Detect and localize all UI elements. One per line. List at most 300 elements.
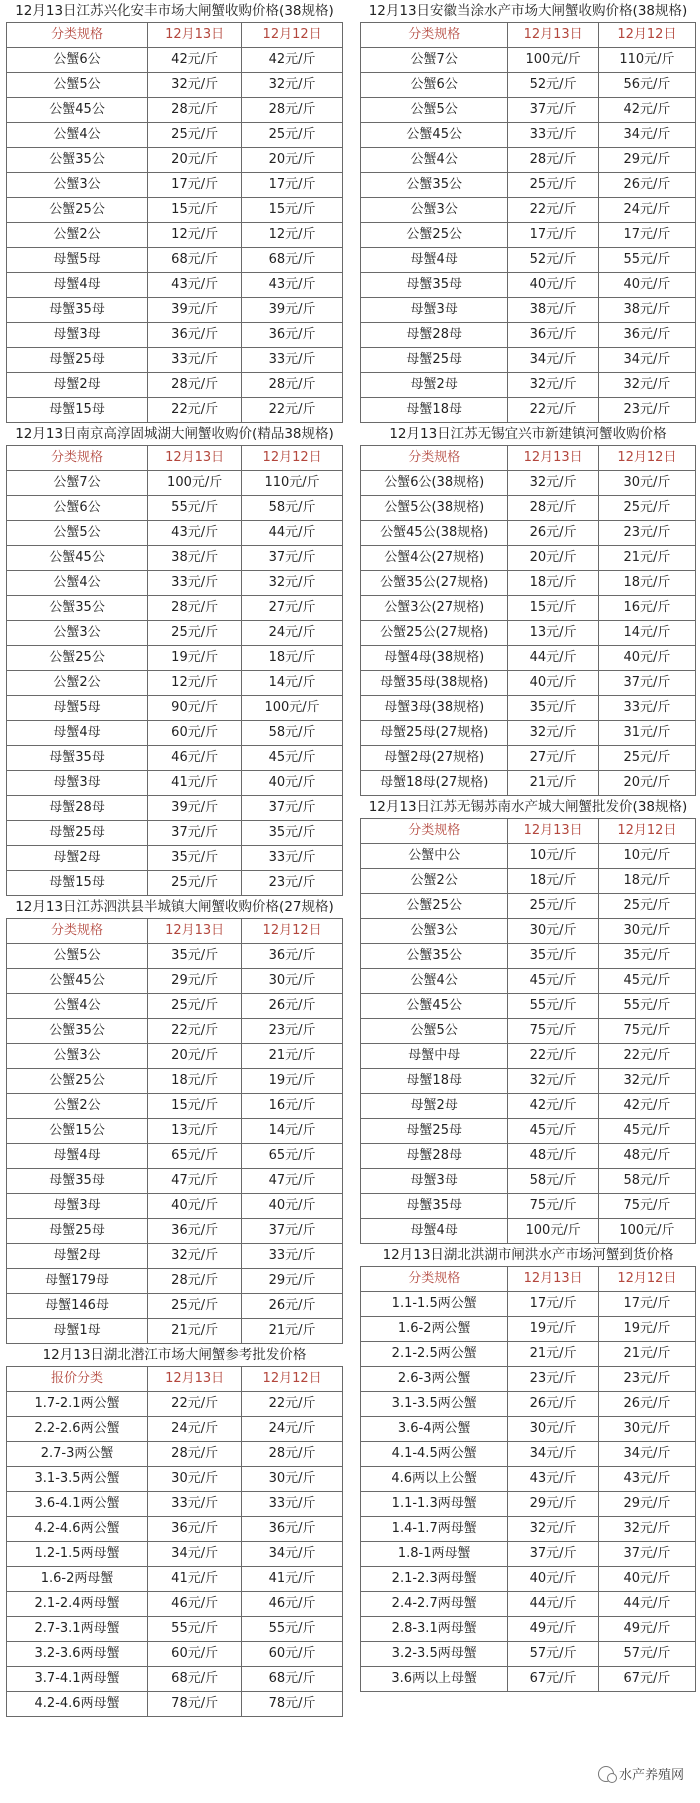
column-header: 12月12日 [598, 23, 695, 48]
spec-cell: 母蟹2母 [361, 1094, 508, 1119]
price-cell: 32元/斤 [508, 1517, 598, 1542]
table-header-row [361, 819, 696, 844]
table-row [7, 696, 343, 721]
price-cell: 42元/斤 [598, 1094, 695, 1119]
price-cell: 21元/斤 [598, 546, 695, 571]
price-table [360, 818, 696, 1244]
price-cell: 24元/斤 [598, 198, 695, 223]
table-row [7, 1069, 343, 1094]
spec-cell: 公蟹25公 [361, 894, 508, 919]
table-title: 12月13日江苏兴化安丰市场大闸蟹收购价格(38规格) [15, 3, 334, 19]
wechat-icon [598, 1766, 614, 1782]
table-row [7, 471, 343, 496]
price-cell: 40元/斤 [508, 1567, 598, 1592]
price-cell: 30元/斤 [598, 471, 695, 496]
spec-cell: 母蟹4母 [7, 1144, 148, 1169]
price-cell: 32元/斤 [598, 1517, 695, 1542]
price-cell: 25元/斤 [148, 621, 242, 646]
price-cell: 36元/斤 [508, 323, 598, 348]
price-cell: 17元/斤 [242, 173, 343, 198]
table-row [7, 1044, 343, 1069]
price-cell: 17元/斤 [508, 223, 598, 248]
spec-cell: 母蟹2母 [7, 1244, 148, 1269]
spec-cell: 公蟹5公(38规格) [361, 496, 508, 521]
price-cell: 25元/斤 [148, 994, 242, 1019]
spec-cell: 公蟹7公 [361, 48, 508, 73]
spec-cell: 公蟹45公 [7, 546, 148, 571]
table-row [7, 1567, 343, 1592]
price-cell: 19元/斤 [508, 1317, 598, 1342]
price-cell: 23元/斤 [598, 1367, 695, 1392]
price-cell: 65元/斤 [242, 1144, 343, 1169]
price-cell: 20元/斤 [598, 771, 695, 796]
spec-cell: 母蟹3母(38规格) [361, 696, 508, 721]
spec-cell: 母蟹25母 [361, 348, 508, 373]
price-cell: 55元/斤 [508, 994, 598, 1019]
price-cell: 22元/斤 [508, 198, 598, 223]
price-cell: 24元/斤 [242, 1417, 343, 1442]
price-cell: 26元/斤 [598, 1392, 695, 1417]
column-header: 分类规格 [7, 919, 148, 944]
table-row [7, 1617, 343, 1642]
table-row [7, 1692, 343, 1717]
spec-cell: 母蟹35母 [7, 1169, 148, 1194]
price-cell: 38元/斤 [148, 546, 242, 571]
table-title: 12月13日江苏泗洪县半城镇大闸蟹收购价格(27规格) [15, 899, 334, 915]
table-title: 12月13日安徽当涂水产市场大闸蟹收购价格(38规格) [368, 3, 688, 19]
table-header-row [7, 23, 343, 48]
table-row [361, 1517, 696, 1542]
spec-cell: 公蟹3公(27规格) [361, 596, 508, 621]
table-row [7, 173, 343, 198]
price-cell: 68元/斤 [242, 248, 343, 273]
price-cell: 25元/斤 [148, 1294, 242, 1319]
column-header: 12月12日 [598, 1267, 695, 1292]
column-header: 分类规格 [361, 446, 508, 471]
price-cell: 26元/斤 [508, 1392, 598, 1417]
price-cell: 10元/斤 [508, 844, 598, 869]
price-cell: 27元/斤 [508, 746, 598, 771]
price-cell: 35元/斤 [508, 944, 598, 969]
table-row [361, 1567, 696, 1592]
table-row [361, 546, 696, 571]
price-cell: 45元/斤 [598, 969, 695, 994]
price-cell: 14元/斤 [242, 1119, 343, 1144]
spec-cell: 母蟹5母 [7, 248, 148, 273]
price-cell: 45元/斤 [508, 969, 598, 994]
price-cell: 28元/斤 [242, 98, 343, 123]
table-row [7, 1269, 343, 1294]
table-row [7, 969, 343, 994]
spec-cell: 公蟹25公 [361, 223, 508, 248]
table-row [7, 1467, 343, 1492]
spec-cell: 母蟹4母 [7, 721, 148, 746]
price-cell: 32元/斤 [508, 1069, 598, 1094]
price-cell: 100元/斤 [242, 696, 343, 721]
price-cell: 65元/斤 [148, 1144, 242, 1169]
spec-cell: 公蟹中公 [361, 844, 508, 869]
price-cell: 40元/斤 [508, 671, 598, 696]
table-row [7, 1319, 343, 1344]
table-row [361, 1169, 696, 1194]
spec-cell: 1.4-1.7两母蟹 [361, 1517, 508, 1542]
price-cell: 25元/斤 [242, 123, 343, 148]
price-cell: 28元/斤 [148, 596, 242, 621]
column-header: 12月12日 [598, 819, 695, 844]
table-row [361, 746, 696, 771]
column-header: 分类规格 [361, 819, 508, 844]
spec-cell: 母蟹18母 [361, 398, 508, 423]
spec-cell: 母蟹1母 [7, 1319, 148, 1344]
price-cell: 22元/斤 [148, 1019, 242, 1044]
price-cell: 10元/斤 [598, 844, 695, 869]
table-row [361, 223, 696, 248]
spec-cell: 母蟹3母 [7, 1194, 148, 1219]
spec-cell: 母蟹28母 [361, 323, 508, 348]
spec-cell: 母蟹中母 [361, 1044, 508, 1069]
table-row [7, 796, 343, 821]
table-row [7, 323, 343, 348]
price-cell: 44元/斤 [508, 1592, 598, 1617]
price-cell: 33元/斤 [148, 571, 242, 596]
spec-cell: 公蟹6公(38规格) [361, 471, 508, 496]
spec-cell: 母蟹25母 [361, 1119, 508, 1144]
spec-cell: 公蟹4公 [7, 994, 148, 1019]
price-cell: 28元/斤 [148, 98, 242, 123]
spec-cell: 公蟹5公 [7, 521, 148, 546]
column-header: 分类规格 [361, 23, 508, 48]
table-row [7, 123, 343, 148]
price-cell: 23元/斤 [598, 398, 695, 423]
price-cell: 26元/斤 [598, 173, 695, 198]
spec-cell: 公蟹4公 [361, 148, 508, 173]
spec-cell: 2.7-3.1两母蟹 [7, 1617, 148, 1642]
price-cell: 28元/斤 [242, 373, 343, 398]
table-row [7, 1294, 343, 1319]
spec-cell: 公蟹6公 [361, 73, 508, 98]
spec-cell: 母蟹28母 [361, 1144, 508, 1169]
spec-cell: 2.7-3两公蟹 [7, 1442, 148, 1467]
price-cell: 37元/斤 [598, 671, 695, 696]
price-cell: 40元/斤 [598, 646, 695, 671]
price-cell: 18元/斤 [598, 869, 695, 894]
price-cell: 13元/斤 [508, 621, 598, 646]
price-cell: 38元/斤 [508, 298, 598, 323]
spec-cell: 母蟹15母 [7, 871, 148, 896]
column-header: 12月13日 [148, 1367, 242, 1392]
price-cell: 37元/斤 [598, 1542, 695, 1567]
price-cell: 30元/斤 [508, 919, 598, 944]
spec-cell: 2.2-2.6两公蟹 [7, 1417, 148, 1442]
price-cell: 37元/斤 [508, 1542, 598, 1567]
spec-cell: 4.2-4.6两公蟹 [7, 1517, 148, 1542]
spec-cell: 公蟹3公 [361, 198, 508, 223]
price-cell: 41元/斤 [148, 771, 242, 796]
table-row [7, 621, 343, 646]
table-row [7, 1392, 343, 1417]
table-row [7, 1019, 343, 1044]
price-block [6, 1344, 343, 1717]
price-cell: 40元/斤 [598, 273, 695, 298]
table-row [361, 894, 696, 919]
price-cell: 32元/斤 [598, 373, 695, 398]
price-cell: 28元/斤 [508, 496, 598, 521]
price-cell: 32元/斤 [598, 1069, 695, 1094]
table-row [361, 1019, 696, 1044]
table-row [7, 821, 343, 846]
price-cell: 68元/斤 [148, 248, 242, 273]
table-row [7, 994, 343, 1019]
table-row [361, 969, 696, 994]
price-cell: 15元/斤 [242, 198, 343, 223]
table-row [7, 1219, 343, 1244]
table-row [361, 919, 696, 944]
price-cell: 28元/斤 [148, 1269, 242, 1294]
price-cell: 18元/斤 [242, 646, 343, 671]
column-header: 12月12日 [598, 446, 695, 471]
price-cell: 29元/斤 [148, 969, 242, 994]
price-block [6, 896, 343, 1344]
table-row [361, 373, 696, 398]
price-cell: 49元/斤 [508, 1617, 598, 1642]
spec-cell: 公蟹35公 [7, 596, 148, 621]
price-cell: 25元/斤 [598, 496, 695, 521]
price-cell: 58元/斤 [598, 1169, 695, 1194]
price-cell: 100元/斤 [148, 471, 242, 496]
price-cell: 21元/斤 [148, 1319, 242, 1344]
column-header: 分类规格 [7, 23, 148, 48]
price-cell: 67元/斤 [598, 1667, 695, 1692]
spec-cell: 公蟹15公 [7, 1119, 148, 1144]
table-row [7, 1194, 343, 1219]
column-header: 12月13日 [148, 919, 242, 944]
spec-cell: 1.8-1两母蟹 [361, 1542, 508, 1567]
column-header: 12月12日 [242, 1367, 343, 1392]
price-cell: 110元/斤 [242, 471, 343, 496]
price-block [360, 1244, 696, 1692]
price-cell: 36元/斤 [148, 323, 242, 348]
table-row [7, 1119, 343, 1144]
watermark [594, 1762, 688, 1785]
price-cell: 25元/斤 [148, 871, 242, 896]
price-cell: 23元/斤 [242, 871, 343, 896]
spec-cell: 母蟹35母 [361, 273, 508, 298]
column-header: 报价分类 [7, 1367, 148, 1392]
price-cell: 37元/斤 [148, 821, 242, 846]
table-row [361, 348, 696, 373]
table-row [7, 944, 343, 969]
spec-cell: 公蟹4公 [7, 123, 148, 148]
price-cell: 36元/斤 [242, 323, 343, 348]
table-row [7, 771, 343, 796]
table-row [7, 521, 343, 546]
price-cell: 90元/斤 [148, 696, 242, 721]
column-header: 12月13日 [508, 1267, 598, 1292]
table-row [7, 273, 343, 298]
price-cell: 40元/斤 [148, 1194, 242, 1219]
spec-cell: 母蟹35母(38规格) [361, 671, 508, 696]
price-cell: 33元/斤 [242, 1244, 343, 1269]
spec-cell: 1.6-2两公蟹 [361, 1317, 508, 1342]
price-cell: 34元/斤 [148, 1542, 242, 1567]
table-row [361, 1044, 696, 1069]
price-cell: 21元/斤 [242, 1319, 343, 1344]
table-row [361, 1292, 696, 1317]
price-cell: 48元/斤 [598, 1144, 695, 1169]
watermark-text: 水产养殖网 [618, 1768, 684, 1783]
price-cell: 14元/斤 [598, 621, 695, 646]
price-cell: 60元/斤 [148, 1642, 242, 1667]
table-row [361, 1642, 696, 1667]
price-cell: 32元/斤 [242, 73, 343, 98]
price-cell: 18元/斤 [508, 869, 598, 894]
spec-cell: 母蟹2母 [361, 373, 508, 398]
price-cell: 67元/斤 [508, 1667, 598, 1692]
spec-cell: 公蟹45公 [361, 994, 508, 1019]
price-cell: 47元/斤 [148, 1169, 242, 1194]
price-cell: 75元/斤 [508, 1194, 598, 1219]
price-cell: 19元/斤 [598, 1317, 695, 1342]
spec-cell: 公蟹5公 [361, 98, 508, 123]
price-block [360, 0, 696, 423]
price-cell: 55元/斤 [598, 248, 695, 273]
price-cell: 21元/斤 [508, 771, 598, 796]
price-cell: 78元/斤 [242, 1692, 343, 1717]
spec-cell: 母蟹3母 [7, 323, 148, 348]
price-table [6, 22, 343, 423]
column-header: 12月13日 [148, 446, 242, 471]
table-row [361, 869, 696, 894]
table-row [361, 1069, 696, 1094]
table-row [361, 323, 696, 348]
table-row [7, 1492, 343, 1517]
price-cell: 26元/斤 [242, 994, 343, 1019]
price-cell: 40元/斤 [598, 1567, 695, 1592]
price-cell: 58元/斤 [242, 496, 343, 521]
table-row [361, 98, 696, 123]
price-cell: 32元/斤 [148, 1244, 242, 1269]
column-header: 12月13日 [508, 446, 598, 471]
table-row [361, 273, 696, 298]
price-cell: 33元/斤 [508, 123, 598, 148]
spec-cell: 母蟹35母 [7, 746, 148, 771]
spec-cell: 母蟹146母 [7, 1294, 148, 1319]
spec-cell: 2.6-3两公蟹 [361, 1367, 508, 1392]
price-cell: 30元/斤 [598, 919, 695, 944]
table-row [7, 223, 343, 248]
price-cell: 100元/斤 [508, 48, 598, 73]
price-cell: 32元/斤 [508, 721, 598, 746]
price-cell: 17元/斤 [598, 223, 695, 248]
price-cell: 58元/斤 [508, 1169, 598, 1194]
spec-cell: 母蟹2母(27规格) [361, 746, 508, 771]
spec-cell: 母蟹3母 [361, 1169, 508, 1194]
price-table [6, 918, 343, 1344]
spec-cell: 母蟹3母 [7, 771, 148, 796]
spec-cell: 公蟹2公 [7, 223, 148, 248]
table-row [7, 571, 343, 596]
price-cell: 44元/斤 [598, 1592, 695, 1617]
table-row [361, 671, 696, 696]
price-cell: 43元/斤 [598, 1467, 695, 1492]
price-cell: 34元/斤 [598, 1442, 695, 1467]
spec-cell: 母蟹18母 [361, 1069, 508, 1094]
table-row [7, 1169, 343, 1194]
price-cell: 16元/斤 [598, 596, 695, 621]
table-row [361, 521, 696, 546]
price-cell: 75元/斤 [598, 1194, 695, 1219]
price-cell: 34元/斤 [598, 123, 695, 148]
price-cell: 21元/斤 [508, 1342, 598, 1367]
table-row [361, 596, 696, 621]
table-row [361, 1392, 696, 1417]
price-cell: 22元/斤 [148, 398, 242, 423]
spec-cell: 3.6两以上母蟹 [361, 1667, 508, 1692]
table-row [7, 1094, 343, 1119]
price-cell: 22元/斤 [508, 1044, 598, 1069]
table-row [7, 721, 343, 746]
price-cell: 52元/斤 [508, 73, 598, 98]
price-cell: 36元/斤 [148, 1219, 242, 1244]
price-block [6, 0, 343, 423]
table-row [7, 198, 343, 223]
price-cell: 34元/斤 [598, 348, 695, 373]
price-cell: 33元/斤 [148, 348, 242, 373]
spec-cell: 4.2-4.6两母蟹 [7, 1692, 148, 1717]
price-cell: 36元/斤 [242, 1517, 343, 1542]
price-cell: 60元/斤 [242, 1642, 343, 1667]
price-cell: 60元/斤 [148, 721, 242, 746]
spec-cell: 母蟹2母 [7, 846, 148, 871]
price-cell: 28元/斤 [242, 1442, 343, 1467]
table-title: 12月13日湖北洪湖市闸洪水产市场河蟹到货价格 [382, 1247, 674, 1263]
spec-cell: 公蟹5公 [7, 944, 148, 969]
price-cell: 17元/斤 [508, 1292, 598, 1317]
price-block [360, 423, 696, 796]
spec-cell: 公蟹3公 [7, 1044, 148, 1069]
table-row [361, 496, 696, 521]
table-row [7, 373, 343, 398]
table-row [361, 944, 696, 969]
price-cell: 28元/斤 [148, 1442, 242, 1467]
price-cell: 35元/斤 [148, 944, 242, 969]
table-row [361, 1367, 696, 1392]
price-cell: 68元/斤 [148, 1667, 242, 1692]
spec-cell: 2.1-2.4两母蟹 [7, 1592, 148, 1617]
spec-cell: 母蟹179母 [7, 1269, 148, 1294]
table-row [7, 1442, 343, 1467]
price-cell: 22元/斤 [508, 398, 598, 423]
table-title: 12月13日江苏无锡宜兴市新建镇河蟹收购价格 [389, 426, 667, 442]
table-row [7, 871, 343, 896]
price-cell: 23元/斤 [598, 521, 695, 546]
price-cell: 29元/斤 [508, 1492, 598, 1517]
price-cell: 40元/斤 [242, 1194, 343, 1219]
price-cell: 40元/斤 [242, 771, 343, 796]
price-cell: 42元/斤 [598, 98, 695, 123]
spec-cell: 公蟹45公 [7, 98, 148, 123]
price-cell: 45元/斤 [508, 1119, 598, 1144]
spec-cell: 公蟹25公(27规格) [361, 621, 508, 646]
spec-cell: 公蟹4公(27规格) [361, 546, 508, 571]
spec-cell: 母蟹35母 [361, 1194, 508, 1219]
price-cell: 24元/斤 [242, 621, 343, 646]
price-cell: 28元/斤 [508, 148, 598, 173]
spec-cell: 3.6-4两公蟹 [361, 1417, 508, 1442]
price-cell: 30元/斤 [242, 1467, 343, 1492]
table-row [7, 1417, 343, 1442]
price-cell: 23元/斤 [242, 1019, 343, 1044]
